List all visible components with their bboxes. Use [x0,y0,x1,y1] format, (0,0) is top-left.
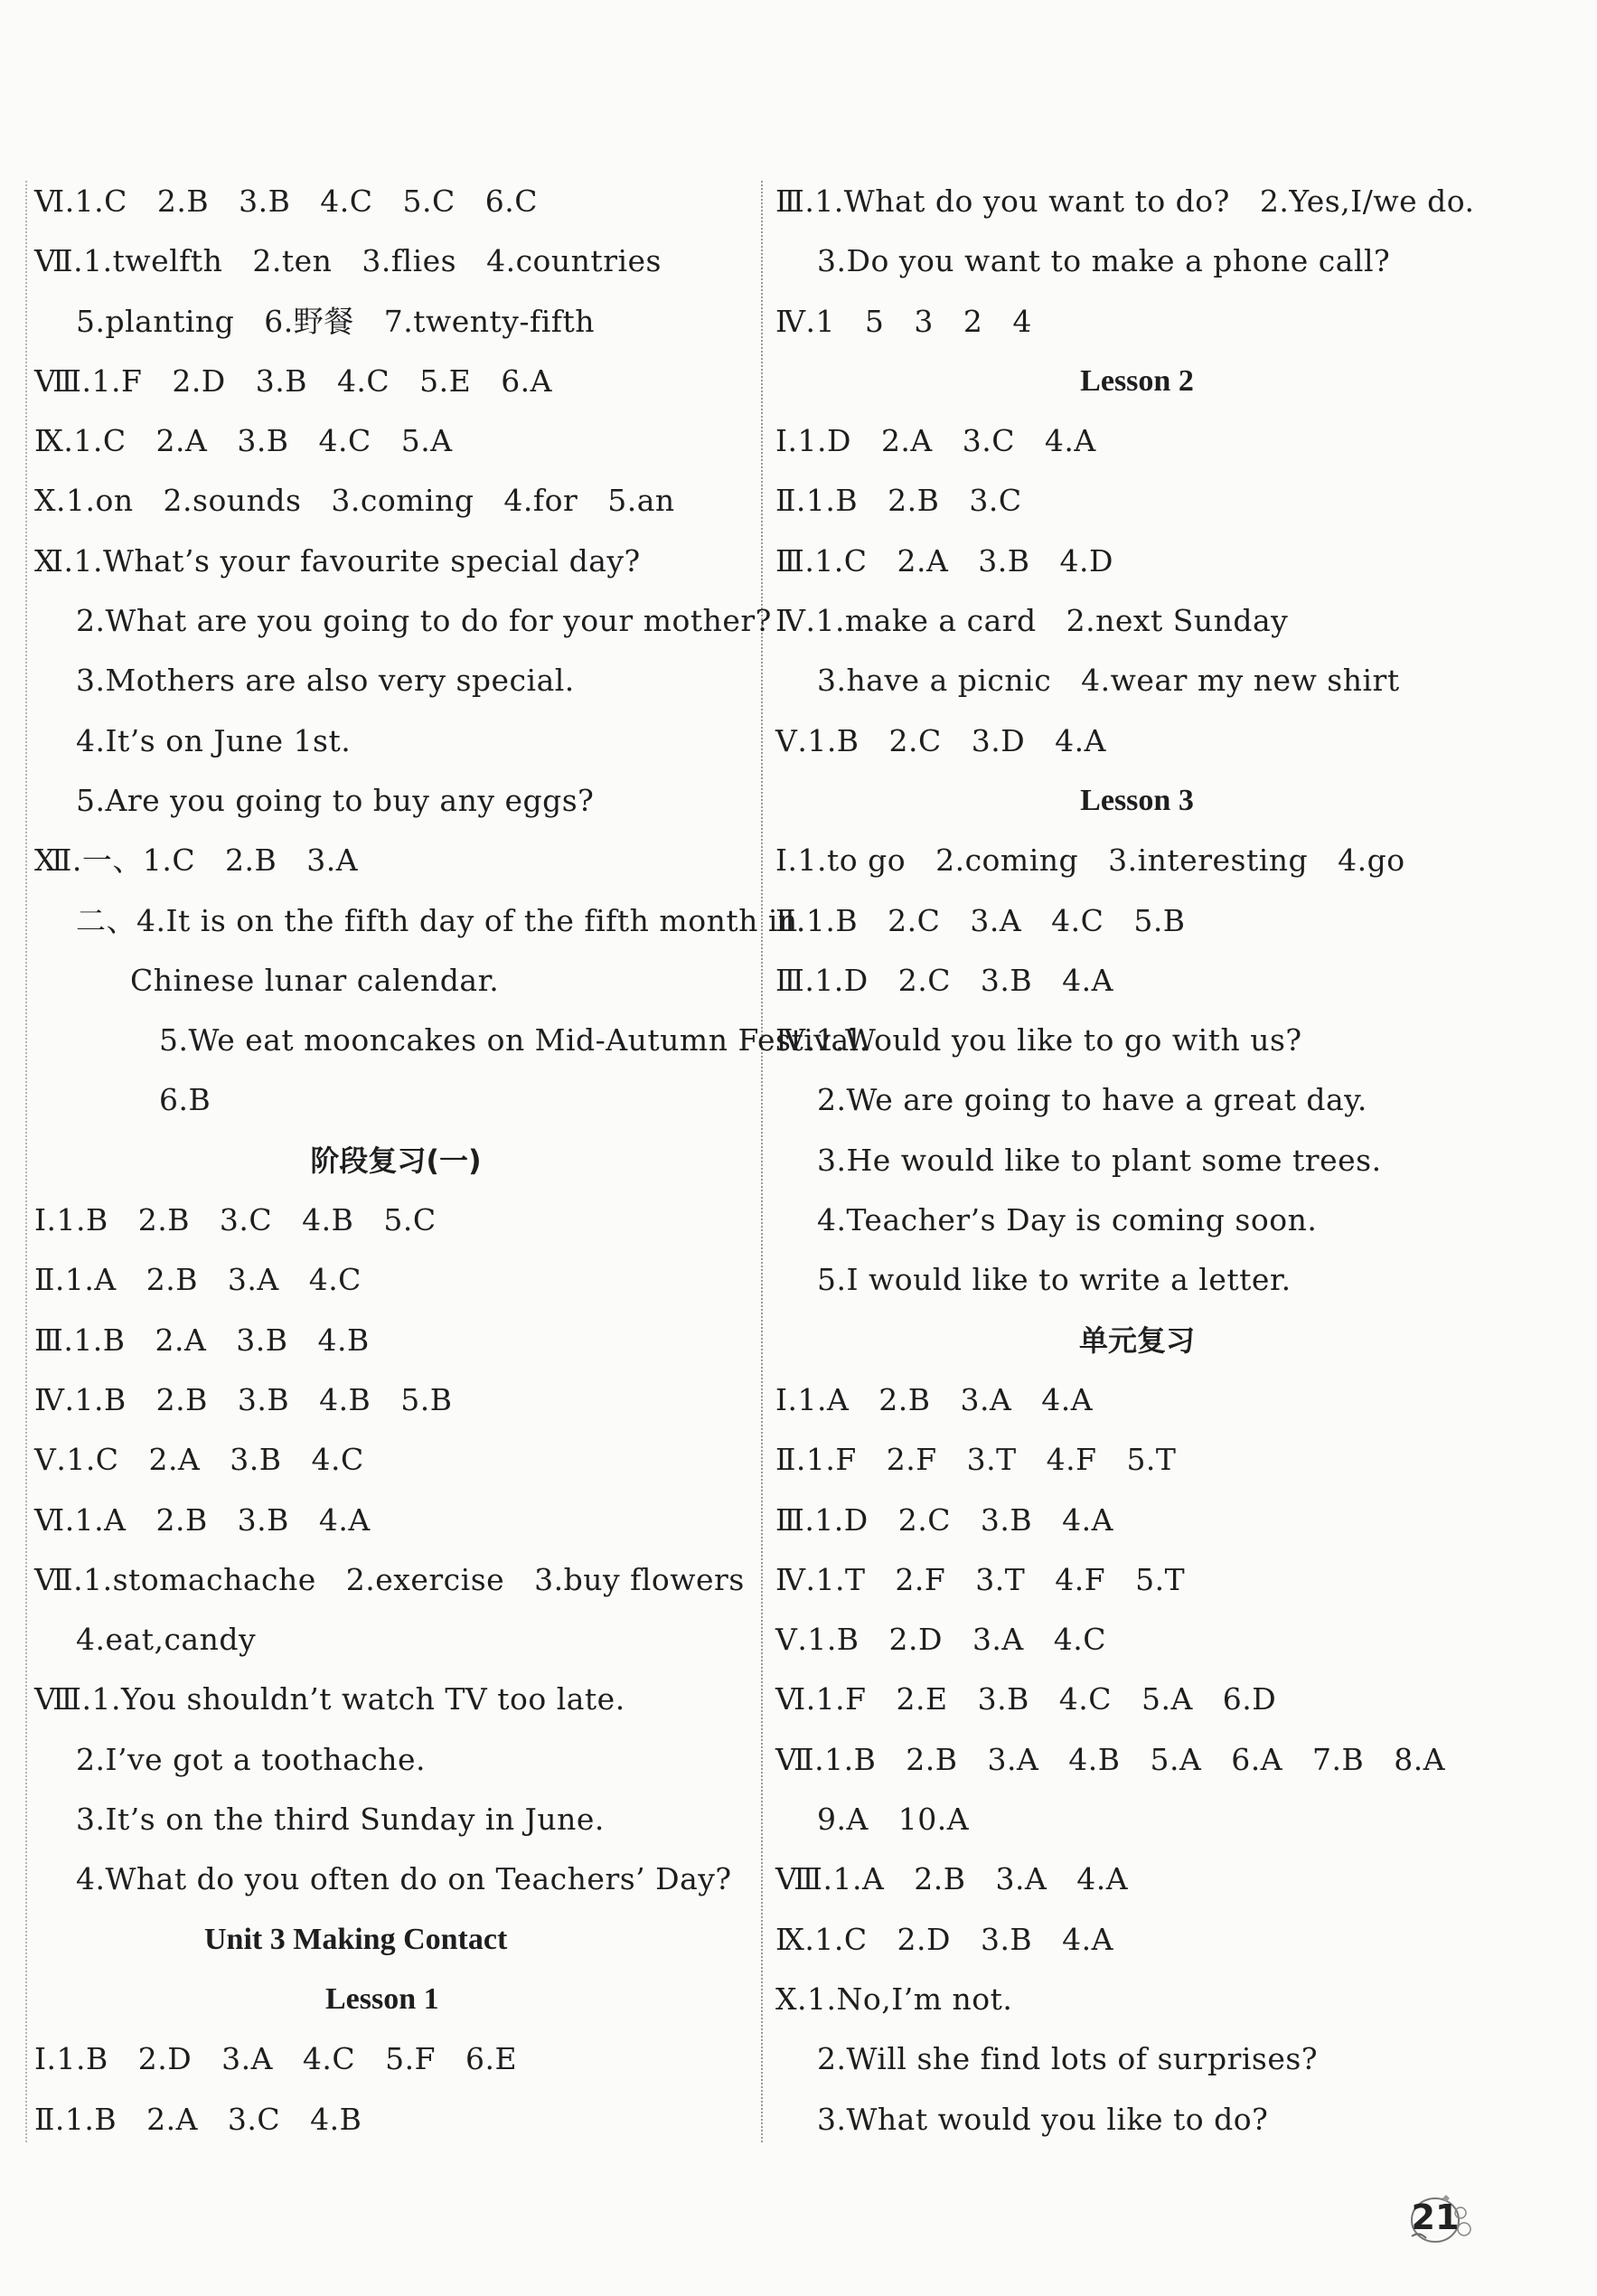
section-heading: Unit 3 Making Contact [204,1922,508,1956]
answer-line: 3.What would you like to do? [817,2101,1269,2137]
answer-line: Ⅰ.1.B 2.D 3.A 4.C 5.F 6.E [34,2041,518,2077]
answer-line: 9.A 10.A [817,1802,970,1838]
answer-line: Ⅷ.1.You shouldn’t watch TV too late. [34,1681,625,1717]
answer-line: 3.have a picnic 4.wear my new shirt [817,663,1400,699]
answer-line: 5.I would like to write a letter. [817,1262,1292,1298]
answer-line: Ⅳ.1.T 2.F 3.T 4.F 5.T [775,1561,1186,1597]
section-heading: Lesson 1 [325,1981,439,2016]
answer-line: Ⅲ.1.B 2.A 3.B 4.B [34,1322,370,1358]
answer-line: Ⅰ.1.A 2.B 3.A 4.A [775,1381,1094,1417]
answer-line: 2.I’ve got a toothache. [76,1741,427,1777]
answer-line: Ⅴ.1.B 2.C 3.D 4.A [775,722,1106,758]
page-number: 21 [1411,2197,1460,2237]
answer-line: Ⅹ.1.No,I’m not. [775,1981,1013,2017]
answer-line: 5.We eat mooncakes on Mid-Autumn Festival. [159,1022,869,1059]
answer-line: Ⅰ.1.D 2.A 3.C 4.A [775,423,1096,459]
answer-line: Ⅷ.1.A 2.B 3.A 4.A [775,1861,1129,1897]
answer-line: Ⅱ.1.B 2.C 3.A 4.C 5.B [775,902,1186,938]
answer-line: Ⅸ.1.C 2.A 3.B 4.C 5.A [34,423,453,459]
answer-line: 4.What do you often do on Teachers’ Day? [76,1861,732,1897]
answer-line: Ⅳ.1 5 3 2 4 [775,303,1032,339]
answer-line: Ⅵ.1.F 2.E 3.B 4.C 5.A 6.D [775,1681,1277,1717]
answer-line: 2.Will she find lots of surprises? [817,2041,1319,2077]
answer-line: Ⅹ.1.on 2.sounds 3.coming 4.for 5.an [34,483,675,519]
answer-line: Ⅴ.1.C 2.A 3.B 4.C [34,1442,364,1478]
answer-line: Ⅱ.1.B 2.B 3.C [775,483,1022,519]
answer-line: Ⅲ.1.C 2.A 3.B 4.D [775,542,1113,579]
section-heading: 单元复习 [1078,1322,1195,1358]
answer-line: Ⅱ.1.A 2.B 3.A 4.C [34,1262,362,1298]
answer-line: Ⅳ.1.B 2.B 3.B 4.B 5.B [34,1381,453,1417]
section-heading: Lesson 3 [1080,783,1194,817]
answer-line: Ⅻ.一、1.C 2.B 3.A [34,842,359,879]
answer-line: 3.He would like to plant some trees. [817,1142,1382,1178]
answer-line: Ⅰ.1.B 2.B 3.C 4.B 5.C [34,1202,437,1238]
answer-line: Ⅶ.1.B 2.B 3.A 4.B 5.A 6.A 7.B 8.A [775,1741,1446,1777]
answer-line: 2.What are you going to do for your mother? [76,603,772,639]
answer-line: Ⅱ.1.F 2.F 3.T 4.F 5.T [775,1442,1177,1478]
answer-line: 二、4.It is on the fifth day of the fifth month in [76,902,798,938]
answer-line: 3.Do you want to make a phone call? [817,243,1391,279]
section-heading: 阶段复习(一) [310,1143,482,1178]
answer-line: Ⅵ.1.C 2.B 3.B 4.C 5.C 6.C [34,183,538,219]
answer-line: Chinese lunar calendar. [130,962,500,998]
column-divider [761,181,763,2142]
answer-line: Ⅵ.1.A 2.B 3.B 4.A [34,1501,371,1538]
answer-line: Ⅶ.1.stomachache 2.exercise 3.buy flowers [34,1561,745,1597]
answer-line: 4.eat,candy [76,1622,257,1658]
page-number-badge [1399,2186,1471,2249]
section-heading: Lesson 2 [1080,363,1194,398]
answer-line: Ⅳ.1.make a card 2.next Sunday [775,603,1289,639]
answer-line: 4.It’s on June 1st. [76,722,352,758]
answer-line: 3.It’s on the third Sunday in June. [76,1802,605,1838]
answer-line: 3.Mothers are also very special. [76,663,575,699]
answer-line: Ⅴ.1.B 2.D 3.A 4.C [775,1622,1106,1658]
answer-line: Ⅲ.1.What do you want to do? 2.Yes,I/we do. [775,183,1475,219]
answer-line: Ⅱ.1.B 2.A 3.C 4.B [34,2101,362,2137]
answer-line: 5.Are you going to buy any eggs? [76,782,595,818]
answer-line: Ⅲ.1.D 2.C 3.B 4.A [775,962,1113,998]
answer-line: 6.B [159,1082,211,1118]
answer-line: 4.Teacher’s Day is coming soon. [817,1202,1318,1238]
left-margin-rule [25,181,27,2142]
answer-line: Ⅳ.1.Would you like to go with us? [775,1022,1302,1059]
answer-line: Ⅶ.1.twelfth 2.ten 3.flies 4.countries [34,243,662,279]
left-column [34,172,869,2150]
right-column [775,172,1498,2150]
answer-line: Ⅲ.1.D 2.C 3.B 4.A [775,1501,1113,1538]
answer-line: 5.planting 6.野餐 7.twenty-fifth [76,303,596,339]
answer-line: Ⅰ.1.to go 2.coming 3.interesting 4.go [775,842,1405,879]
answer-line: Ⅸ.1.C 2.D 3.B 4.A [775,1921,1113,1957]
answer-line: Ⅺ.1.What’s your favourite special day? [34,542,641,579]
answer-line: 2.We are going to have a great day. [817,1082,1367,1118]
answer-line: Ⅷ.1.F 2.D 3.B 4.C 5.E 6.A [34,362,553,399]
